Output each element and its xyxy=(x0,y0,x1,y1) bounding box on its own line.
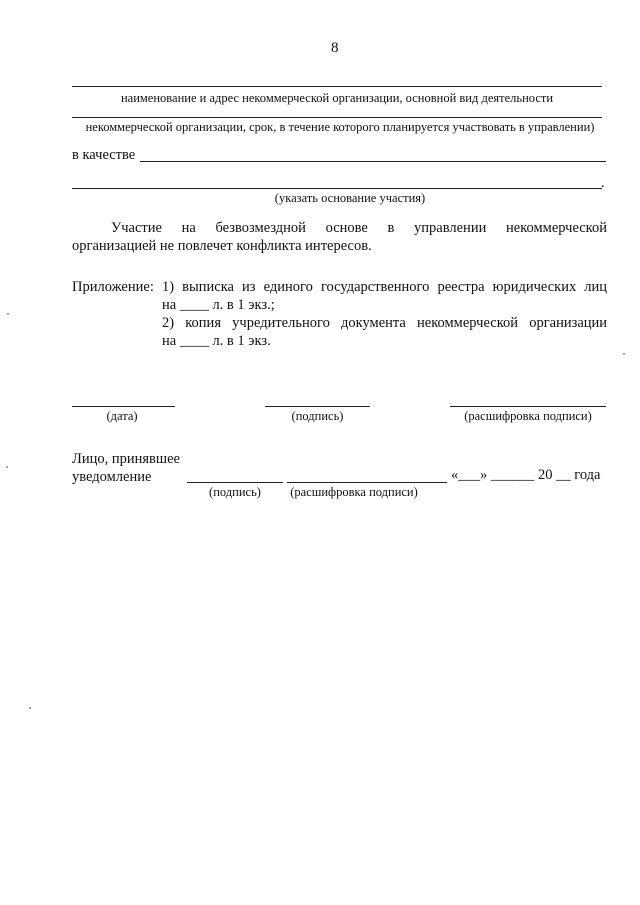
statement-line-1 xyxy=(111,220,607,237)
org-caption-1: наименование и адрес некоммерческой организации, основной вид деятельности xyxy=(120,91,554,105)
signature-caption: (подпись) xyxy=(291,409,344,423)
capacity-line-2 xyxy=(72,188,602,189)
appendix-word: юридических xyxy=(492,279,577,295)
recipient-signature-line xyxy=(187,482,283,483)
appendix-word: лиц xyxy=(584,279,608,295)
scan-speck xyxy=(29,707,31,709)
appendix-word: из xyxy=(242,279,256,295)
capacity-line-2-dot: . xyxy=(601,175,605,191)
appendix-word: 2) копия xyxy=(162,315,221,331)
appendix-word: некоммерческой xyxy=(417,315,519,331)
statement-line-2: организацией не повлечет конфликта интересов. xyxy=(72,238,372,254)
recipient-label-1: Лицо, принявшее xyxy=(72,451,180,467)
statement-word: на xyxy=(181,220,196,236)
appendix-label: Приложение: xyxy=(72,279,154,295)
capacity-line xyxy=(140,161,606,162)
decoding-caption: (расшифровка подписи) xyxy=(464,409,592,423)
appendix-word: организации xyxy=(529,315,608,331)
statement-word: безвозмездной xyxy=(215,220,306,236)
org-caption-2: некоммерческой организации, срок, в течение которого планируется участвовать в управлении) xyxy=(85,120,595,134)
org-name-line xyxy=(72,86,602,87)
recipient-label-2: уведомление xyxy=(72,469,152,485)
org-term-line xyxy=(72,117,602,118)
statement-word: основе xyxy=(325,220,368,236)
signature-line xyxy=(265,406,370,407)
recipient-decoding-caption: (расшифровка подписи) xyxy=(290,485,418,499)
appendix-word: учредительного xyxy=(232,315,330,331)
appendix-item-1-sheets: на ____ л. в 1 экз.; xyxy=(162,297,275,313)
statement-word: Участие xyxy=(111,220,162,236)
scan-speck xyxy=(7,313,9,315)
page-number: 8 xyxy=(331,40,339,56)
recipient-decoding-line xyxy=(287,482,447,483)
appendix-word: единого xyxy=(263,279,313,295)
statement-word: некоммерческой xyxy=(506,220,607,236)
appendix-item-2-sheets: на ____ л. в 1 экз. xyxy=(162,333,271,349)
appendix-word: документа xyxy=(341,315,406,331)
date-caption: (дата) xyxy=(106,409,138,423)
statement-word: в xyxy=(387,220,395,236)
recipient-date: «___» ______ 20 __ года xyxy=(451,467,601,483)
appendix-item-1 xyxy=(162,279,607,296)
capacity-label: в качестве xyxy=(72,147,136,163)
scan-speck xyxy=(6,466,8,468)
decoding-line xyxy=(450,406,606,407)
capacity-caption: (указать основание участия) xyxy=(274,191,426,205)
recipient-signature-caption: (подпись) xyxy=(209,485,261,499)
appendix-word: реестра xyxy=(437,279,485,295)
date-line xyxy=(72,406,175,407)
appendix-word: государственного xyxy=(320,279,430,295)
appendix-word: 1) выписка xyxy=(162,279,234,295)
appendix-item-2 xyxy=(162,315,607,332)
scan-speck xyxy=(623,353,625,355)
statement-word: управлении xyxy=(414,220,487,236)
